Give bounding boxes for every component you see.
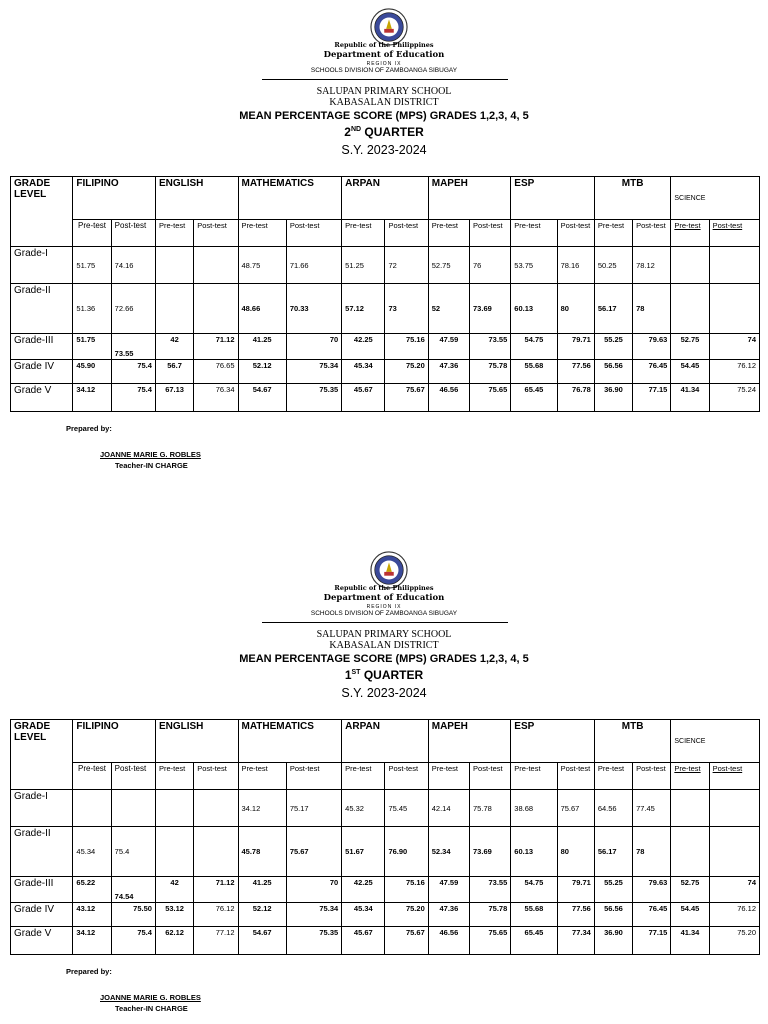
table-row <box>11 927 760 955</box>
table-cell: 60.13 <box>511 827 557 877</box>
division-text: SCHOOLS DIVISION OF ZAMBOANGA SIBUGAY <box>310 67 458 74</box>
subject-header: ARPAN <box>342 720 429 763</box>
table-cell: 75.50 <box>111 903 155 927</box>
table-cell: 46.56 <box>428 384 469 412</box>
table-cell: 34.12 <box>73 384 111 412</box>
table-cell: 42.25 <box>342 334 385 360</box>
table-cell: 45.67 <box>342 927 385 955</box>
table-cell: 70 <box>286 877 341 903</box>
table-cell: 34.12 <box>238 790 286 827</box>
table-cell: 75.35 <box>286 927 341 955</box>
table-cell <box>194 827 238 877</box>
test-header-row <box>11 763 760 790</box>
table-cell: 73.55 <box>470 877 511 903</box>
table-cell: 76.12 <box>709 360 759 384</box>
republic-text: Republic of the Philippines <box>334 41 434 49</box>
table-cell: 62.12 <box>155 927 193 955</box>
subject-header-row <box>11 177 760 220</box>
preparer-role: Teacher-IN CHARGE <box>115 461 188 470</box>
table-cell: 74 <box>709 334 759 360</box>
table-cell: 71.12 <box>194 877 238 903</box>
district-name: KABASALAN DISTRICT <box>329 97 439 108</box>
table-cell: 60.13 <box>511 284 557 334</box>
subject-header: MATHEMATICS <box>238 177 342 220</box>
table-cell: 56.56 <box>594 903 632 927</box>
prepared-by-label: Prepared by: <box>66 424 112 433</box>
table-cell: 71.12 <box>194 334 238 360</box>
subject-header: SCIENCE <box>671 720 760 763</box>
table-cell: 41.25 <box>238 877 286 903</box>
table-cell: 56.17 <box>594 827 632 877</box>
division-text: SCHOOLS DIVISION OF ZAMBOANGA SIBUGAY <box>310 610 458 617</box>
school-name: SALUPAN PRIMARY SCHOOL <box>316 86 452 97</box>
pre-test-header: Pre-test <box>155 763 193 790</box>
table-cell: 41.34 <box>671 384 709 412</box>
subject-header: MTB <box>594 177 671 220</box>
table-cell: 75.34 <box>286 360 341 384</box>
table-cell: 48.66 <box>238 284 286 334</box>
table-cell: 51.25 <box>342 247 385 284</box>
table-cell: 54.45 <box>671 360 709 384</box>
table-cell: 52.12 <box>238 360 286 384</box>
table-cell: 41.34 <box>671 927 709 955</box>
table-cell: 45.90 <box>73 360 111 384</box>
pre-test-header: Pre-test <box>511 220 557 247</box>
table-cell: 56.17 <box>594 284 632 334</box>
subject-header: ESP <box>511 720 595 763</box>
pre-test-header: Pre-test <box>342 220 385 247</box>
table-cell: 48.75 <box>238 247 286 284</box>
table-cell: 73.55 <box>111 334 155 360</box>
table-cell: 73 <box>385 284 428 334</box>
table-cell: 45.34 <box>342 360 385 384</box>
post-test-header: Post-test <box>470 763 511 790</box>
table-cell: 75.4 <box>111 827 155 877</box>
table-cell: 67.13 <box>155 384 193 412</box>
mps-table <box>10 176 760 412</box>
table-cell: 47.59 <box>428 334 469 360</box>
table-cell: 75.65 <box>470 927 511 955</box>
table-cell: 75.20 <box>385 903 428 927</box>
table-cell: 45.34 <box>73 827 111 877</box>
table-cell: 55.25 <box>594 334 632 360</box>
table-row <box>11 903 760 927</box>
table-cell: 42 <box>155 877 193 903</box>
table-cell: 74.54 <box>111 877 155 903</box>
table-cell: 45.67 <box>342 384 385 412</box>
table-cell: 54.45 <box>671 903 709 927</box>
district-name: KABASALAN DISTRICT <box>329 640 439 651</box>
table-cell: 65.45 <box>511 384 557 412</box>
table-cell: 70.33 <box>286 284 341 334</box>
header-divider <box>262 622 508 623</box>
table-cell: 76.12 <box>709 903 759 927</box>
pre-test-header: Pre-test <box>155 220 193 247</box>
table-cell: 52.34 <box>428 827 469 877</box>
pre-test-header: Pre-test <box>238 220 286 247</box>
table-cell: 76.34 <box>194 384 238 412</box>
post-test-header: Post-test <box>470 220 511 247</box>
department-text: Department of Education <box>323 50 445 60</box>
table-cell: 54.67 <box>238 927 286 955</box>
test-header-row <box>11 220 760 247</box>
subject-header: MAPEH <box>428 720 511 763</box>
grade-label: Grade-III <box>11 334 73 360</box>
table-cell: 75.67 <box>385 384 428 412</box>
table-cell: 46.56 <box>428 927 469 955</box>
table-cell: 73.69 <box>470 827 511 877</box>
table-cell: 36.90 <box>594 384 632 412</box>
table-cell: 75.45 <box>385 790 428 827</box>
subject-header: ENGLISH <box>155 720 238 763</box>
grade-label: Grade V <box>11 384 73 412</box>
table-cell: 65.45 <box>511 927 557 955</box>
post-test-header: Post-test <box>557 220 594 247</box>
table-cell: 75.67 <box>557 790 594 827</box>
table-cell: 45.34 <box>342 903 385 927</box>
table-cell: 75.24 <box>709 384 759 412</box>
table-cell: 51.67 <box>342 827 385 877</box>
table-cell: 52.75 <box>671 334 709 360</box>
table-cell: 76.90 <box>385 827 428 877</box>
table-cell: 43.12 <box>73 903 111 927</box>
table-cell: 75.20 <box>709 927 759 955</box>
table-cell: 79.63 <box>633 334 671 360</box>
table-cell: 77.12 <box>194 927 238 955</box>
table-cell: 75.16 <box>385 334 428 360</box>
grade-label: Grade IV <box>11 360 73 384</box>
table-cell: 75.4 <box>111 360 155 384</box>
table-cell: 42.14 <box>428 790 469 827</box>
table-row <box>11 360 760 384</box>
report-title: MEAN PERCENTAGE SCORE (MPS) GRADES 1,2,3, 4, 5 <box>239 653 529 665</box>
post-test-header: Post-test <box>633 763 671 790</box>
grade-label: Grade-II <box>11 284 73 334</box>
table-cell: 65.22 <box>73 877 111 903</box>
table-cell: 77.45 <box>633 790 671 827</box>
table-cell: 36.90 <box>594 927 632 955</box>
table-cell: 50.25 <box>594 247 632 284</box>
table-cell: 75.4 <box>111 927 155 955</box>
table-cell: 75.67 <box>385 927 428 955</box>
preparer-name: JOANNE MARIE G. ROBLES <box>100 450 201 459</box>
table-cell <box>155 284 193 334</box>
table-cell <box>671 827 709 877</box>
pre-test-header: Pre-test <box>428 220 469 247</box>
table-cell: 78.12 <box>633 247 671 284</box>
table-cell: 51.75 <box>73 334 111 360</box>
quarter-number: 2 <box>344 125 351 139</box>
table-cell: 54.67 <box>238 384 286 412</box>
table-cell <box>671 284 709 334</box>
table-cell: 75.67 <box>286 827 341 877</box>
table-cell: 42.25 <box>342 877 385 903</box>
subject-header: ENGLISH <box>155 177 238 220</box>
table-cell: 78.16 <box>557 247 594 284</box>
table-cell: 78 <box>633 284 671 334</box>
post-test-header: Post-test <box>709 763 759 790</box>
grade-label: Grade-III <box>11 877 73 903</box>
table-cell: 73.69 <box>470 284 511 334</box>
post-test-header: Post-test <box>111 763 155 790</box>
table-cell <box>155 247 193 284</box>
grade-level-header: GRADE LEVEL <box>11 720 73 790</box>
table-cell: 75.35 <box>286 384 341 412</box>
table-cell: 74 <box>709 877 759 903</box>
table-cell <box>194 284 238 334</box>
table-cell: 79.71 <box>557 334 594 360</box>
table-row <box>11 877 760 903</box>
table-cell: 75.78 <box>470 790 511 827</box>
pre-test-header: Pre-test <box>342 763 385 790</box>
table-cell: 77.15 <box>633 927 671 955</box>
table-cell <box>709 284 759 334</box>
table-cell: 77.15 <box>633 384 671 412</box>
preparer-role: Teacher-IN CHARGE <box>115 1004 188 1013</box>
pre-test-header: Pre-test <box>594 763 632 790</box>
table-cell: 51.75 <box>73 247 111 284</box>
table-cell: 76 <box>470 247 511 284</box>
table-cell: 42 <box>155 334 193 360</box>
table-cell: 75.17 <box>286 790 341 827</box>
subject-header: ESP <box>511 177 595 220</box>
table-cell: 55.25 <box>594 877 632 903</box>
table-cell: 47.59 <box>428 877 469 903</box>
table-cell: 75.78 <box>470 360 511 384</box>
table-cell: 77.56 <box>557 360 594 384</box>
pre-test-header: Pre-test <box>511 763 557 790</box>
table-cell <box>155 790 193 827</box>
table-cell: 79.71 <box>557 877 594 903</box>
post-test-header: Post-test <box>709 220 759 247</box>
table-row <box>11 827 760 877</box>
subject-header: MATHEMATICS <box>238 720 342 763</box>
table-cell: 56.56 <box>594 360 632 384</box>
department-text: Department of Education <box>323 593 445 603</box>
post-test-header: Post-test <box>557 763 594 790</box>
grade-label: Grade IV <box>11 903 73 927</box>
pre-test-header: Pre-test <box>594 220 632 247</box>
table-row <box>11 384 760 412</box>
table-cell: 80 <box>557 284 594 334</box>
quarter-number: 1 <box>344 668 352 682</box>
table-cell: 52.12 <box>238 903 286 927</box>
subject-header: SCIENCE <box>671 177 760 220</box>
table-cell: 75.20 <box>385 360 428 384</box>
table-cell <box>671 790 709 827</box>
pre-test-header: Pre-test <box>428 763 469 790</box>
region-text: REGION IX <box>366 61 402 67</box>
post-test-header: Post-test <box>111 220 155 247</box>
post-test-header: Post-test <box>286 220 341 247</box>
table-cell <box>155 827 193 877</box>
table-cell: 75.65 <box>470 384 511 412</box>
table-cell <box>709 247 759 284</box>
region-text: REGION IX <box>366 604 402 610</box>
table-cell: 74.16 <box>111 247 155 284</box>
table-row <box>11 790 760 827</box>
table-cell: 79.63 <box>633 877 671 903</box>
table-row <box>11 284 760 334</box>
table-cell: 78 <box>633 827 671 877</box>
table-cell: 75.16 <box>385 877 428 903</box>
table-cell: 55.68 <box>511 903 557 927</box>
post-test-header: Post-test <box>385 763 428 790</box>
table-row <box>11 334 760 360</box>
table-cell: 47.36 <box>428 360 469 384</box>
quarter-suffix: ST <box>351 669 361 676</box>
table-cell: 51.36 <box>73 284 111 334</box>
grade-label: Grade-I <box>11 790 73 827</box>
table-cell: 70 <box>286 334 341 360</box>
pre-test-header: Pre-test <box>671 763 709 790</box>
table-cell: 76.65 <box>194 360 238 384</box>
table-cell: 71.66 <box>286 247 341 284</box>
subject-header: FILIPINO <box>73 720 156 763</box>
table-cell: 54.75 <box>511 334 557 360</box>
table-cell: 77.56 <box>557 903 594 927</box>
table-cell: 52.75 <box>428 247 469 284</box>
subject-header-row <box>11 720 760 763</box>
table-cell: 80 <box>557 827 594 877</box>
table-cell: 45.32 <box>342 790 385 827</box>
table-cell: 72 <box>385 247 428 284</box>
school-year: S.Y. 2023-2024 <box>341 686 427 700</box>
subject-header: MTB <box>594 720 671 763</box>
table-cell: 55.68 <box>511 360 557 384</box>
table-cell <box>709 790 759 827</box>
pre-test-header: Pre-test <box>238 763 286 790</box>
table-cell: 73.55 <box>470 334 511 360</box>
republic-text: Republic of the Philippines <box>334 584 434 592</box>
school-name: SALUPAN PRIMARY SCHOOL <box>316 629 452 640</box>
grade-label: Grade-II <box>11 827 73 877</box>
table-cell <box>194 790 238 827</box>
subject-header: MAPEH <box>428 177 511 220</box>
post-test-header: Post-test <box>194 220 238 247</box>
prepared-by-label: Prepared by: <box>66 967 112 976</box>
table-cell <box>194 247 238 284</box>
table-cell: 34.12 <box>73 927 111 955</box>
quarter-suffix: ND <box>350 126 362 133</box>
table-cell: 47.36 <box>428 903 469 927</box>
school-year: S.Y. 2023-2024 <box>341 143 427 157</box>
table-cell: 76.45 <box>633 903 671 927</box>
table-cell: 38.68 <box>511 790 557 827</box>
grade-label: Grade-I <box>11 247 73 284</box>
table-cell: 57.12 <box>342 284 385 334</box>
table-cell: 45.78 <box>238 827 286 877</box>
table-cell <box>73 790 111 827</box>
table-cell: 41.25 <box>238 334 286 360</box>
table-row <box>11 247 760 284</box>
table-cell: 76.78 <box>557 384 594 412</box>
table-cell: 72.66 <box>111 284 155 334</box>
mps-table <box>10 719 760 955</box>
quarter-title <box>0 668 768 682</box>
table-cell: 53.75 <box>511 247 557 284</box>
table-cell: 64.56 <box>594 790 632 827</box>
grade-level-header: GRADE LEVEL <box>11 177 73 247</box>
table-cell: 53.12 <box>155 903 193 927</box>
subject-header: ARPAN <box>342 177 429 220</box>
report-title: MEAN PERCENTAGE SCORE (MPS) GRADES 1,2,3, 4, 5 <box>239 110 529 122</box>
quarter-label: QUARTER <box>363 668 424 682</box>
table-cell: 52 <box>428 284 469 334</box>
table-cell: 76.45 <box>633 360 671 384</box>
table-cell: 77.34 <box>557 927 594 955</box>
quarter-label: QUARTER <box>364 125 424 139</box>
table-cell: 75.78 <box>470 903 511 927</box>
table-cell <box>671 247 709 284</box>
post-test-header: Post-test <box>385 220 428 247</box>
post-test-header: Post-test <box>194 763 238 790</box>
pre-test-header: Pre-test <box>73 220 111 247</box>
grade-label: Grade V <box>11 927 73 955</box>
subject-header: FILIPINO <box>73 177 156 220</box>
post-test-header: Post-test <box>633 220 671 247</box>
table-cell: 54.75 <box>511 877 557 903</box>
table-cell <box>709 827 759 877</box>
table-cell: 76.12 <box>194 903 238 927</box>
pre-test-header: Pre-test <box>671 220 709 247</box>
preparer-name: JOANNE MARIE G. ROBLES <box>100 993 201 1002</box>
table-cell: 56.7 <box>155 360 193 384</box>
pre-test-header: Pre-test <box>73 763 111 790</box>
quarter-title <box>0 125 768 139</box>
post-test-header: Post-test <box>286 763 341 790</box>
table-cell: 52.75 <box>671 877 709 903</box>
table-cell: 75.4 <box>111 384 155 412</box>
table-cell: 75.34 <box>286 903 341 927</box>
table-cell <box>111 790 155 827</box>
header-divider <box>262 79 508 80</box>
